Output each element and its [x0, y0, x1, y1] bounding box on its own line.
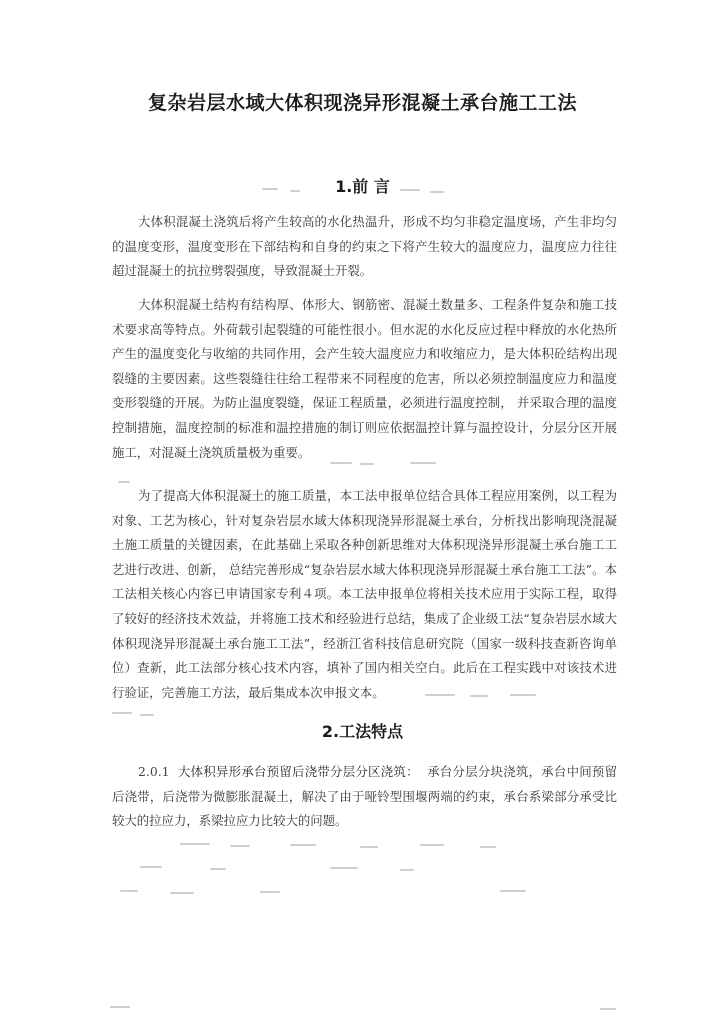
scan-artifact	[118, 481, 130, 483]
paragraph-preface-3: 为了提高大体积混凝土的施工质量，本工法申报单位结合具体工程应用案例，以工程为对象、工艺为核心，针对复杂岩层水域大体积现浇异形混凝土承台，分析找出影响现浇混凝土施工质量的关键因素，在此基础上采取各种创新思维对大体积现浇异形混凝土承台施工工艺进行改进、创新， 总结完善形成“复杂岩层水域大体积现浇异形混凝土承台施工工法”。本工法相关核心内容已申请国家专利４项。本工法申报单位将相关技术应用于实际工程，取得了较好的经济技术效益，并将施工技术和经验进行总结，集成了企业级工法“复杂岩层水域大体积现浇异形混凝土承台施工工法”，经浙江省科技信息研究院（国家一级科技查新咨询单位）查新，此工法部分核心技术内容，填补了国内相关空白。此后在工程实践中对该技术进行验证，完善施工方法，最后集成本次申报文本。	[112, 488, 617, 700]
paragraph-preface-1: 大体积混凝土浇筑后将产生较高的水化热温升，形成不均匀非稳定温度场，产生非均匀的温度变形，温度变形在下部结构和自身的约束之下将产生较大的温度应力，温度应力往往超过混凝土的抗拉劈裂强度，导致混凝土开裂。	[112, 214, 617, 279]
scan-artifact	[180, 843, 210, 845]
section-heading-features: 2.工法特点	[321, 722, 404, 741]
scan-artifact	[260, 891, 280, 893]
scan-artifact	[120, 890, 138, 892]
scan-artifact	[330, 462, 352, 464]
document-title: 复杂岩层水域大体积现浇异形混凝土承台施工工法	[147, 92, 577, 114]
scan-artifact	[230, 845, 250, 847]
scan-artifact	[480, 846, 496, 848]
scan-artifact	[410, 462, 436, 464]
scan-artifact	[112, 712, 132, 714]
scan-artifact	[400, 189, 420, 191]
scan-artifact	[290, 844, 316, 846]
scan-artifact	[470, 695, 488, 697]
clause-2-0-1	[112, 760, 617, 834]
scan-artifact	[425, 694, 455, 696]
scan-artifact	[330, 867, 358, 869]
scan-artifact	[170, 892, 194, 894]
scan-artifact	[420, 844, 444, 846]
clause-title: 大体积异形承台预留后浇带分层分区浇筑：	[177, 764, 419, 779]
scan-artifact	[262, 188, 278, 190]
clause-body: 承台分层分块浇筑，承台中间预留后浇带，后浇带为微膨胀混凝土，解决了由于哑铃型围堰两端的约束，承台系梁部分承受比较大的拉应力，系梁拉应力比较大的问题。	[112, 764, 617, 829]
scan-artifact	[500, 890, 526, 892]
scan-artifact	[400, 869, 414, 871]
scan-artifact	[140, 714, 154, 716]
scan-artifact	[210, 868, 226, 870]
scan-artifact	[140, 866, 162, 868]
clause-number: 2.0.1	[138, 764, 170, 779]
scan-artifact	[600, 1008, 616, 1010]
scan-artifact	[510, 694, 536, 696]
scan-artifact	[360, 463, 374, 465]
scan-artifact	[430, 191, 444, 193]
section-heading-preface: 1.前 言	[335, 177, 390, 196]
paragraph-preface-2: 大体积混凝土结构有结构厚、体形大、钢筋密、混凝土数量多、工程条件复杂和施工技术要求高等特点。外荷载引起裂缝的可能性很小。但水泥的水化反应过程中释放的水化热所产生的温度变化与收缩的共同作用，会产生较大温度应力和收缩应力，是大体积砼结构出现裂缝的主要因素。这些裂缝往往给工程带来不同程度的危害，所以必须控制温度应力和温度变形裂缝的开展。为防止温度裂缝，保证工程质量，必须进行温度控制， 并采取合理的温度控制措施，温度控制的标准和温控措施的制订则应依据温控计算与温控设计，分层分区开展施工，对混凝土浇筑质量极为重要。	[112, 297, 617, 460]
scan-artifact	[360, 846, 378, 848]
scan-artifact	[110, 1006, 130, 1008]
scan-artifact	[290, 190, 300, 192]
